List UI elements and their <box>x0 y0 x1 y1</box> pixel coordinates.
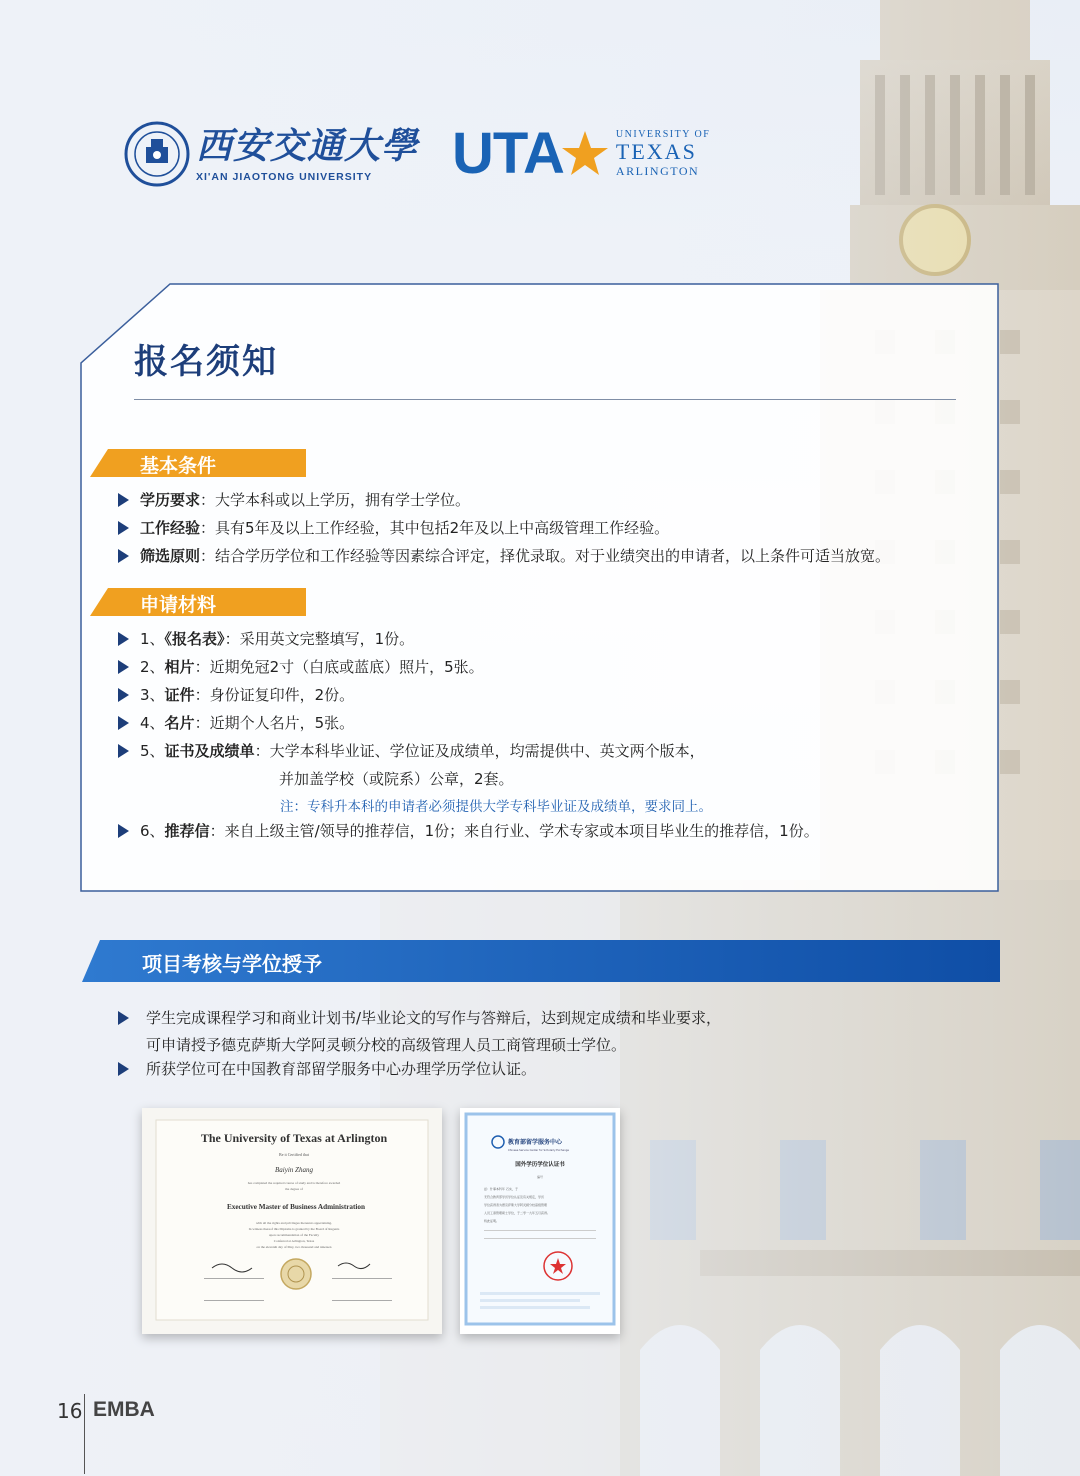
footer-label: EMBA <box>93 1398 155 1421</box>
material-text: 身份证复印件，2份。 <box>209 686 355 704</box>
basic-item-text: 大学本科或以上学历，拥有学士学位。 <box>215 491 471 509</box>
section-tag-basic <box>90 449 306 477</box>
material-num: 1、 <box>140 630 165 648</box>
material-text: 大学本科毕业证、学位证及成绩单，均需提供中、英文两个版本， <box>269 742 705 760</box>
diploma-body-line: In witness thereof this Diploma is granted by the Board of Regents <box>248 1227 340 1231</box>
uta-line1: UNIVERSITY OF <box>615 129 711 140</box>
xjtu-wordmark <box>196 125 418 183</box>
basic-item-sep: ： <box>200 491 216 509</box>
basic-item-sep: ： <box>200 547 216 565</box>
diploma-degree: Executive Master of Business Administration <box>226 1203 366 1211</box>
assessment-band <box>82 940 1000 982</box>
diploma-body-line: on the eleventh day of May, two thousand and nineteen <box>256 1245 332 1249</box>
page-number: 16 <box>57 1399 83 1423</box>
cert-title: 国外学历学位认证书 <box>515 1162 565 1168</box>
basic-item <box>140 546 890 566</box>
material-num: 2、 <box>140 658 165 676</box>
material-sep: ： <box>194 686 210 704</box>
material-label: 名片 <box>164 714 195 732</box>
assessment-item: 学生完成课程学习和商业计划书/毕业论文的写作与答辩后，达到规定成绩和毕业要求， <box>146 1009 722 1027</box>
material-item-continuation: 并加盖学校（或院系）公章，2套。 <box>279 770 514 788</box>
material-label: 推荐信 <box>164 822 210 840</box>
xjtu-english-name: XI'AN JIAOTONG UNIVERSITY <box>196 171 373 183</box>
page-title: 报名须知 <box>134 342 278 382</box>
bullet-arrow-icon <box>118 744 129 758</box>
bullet-arrow-icon <box>118 824 129 838</box>
bullet-arrow-icon <box>118 660 129 674</box>
basic-item <box>140 490 470 510</box>
material-num: 5、 <box>140 742 165 760</box>
bullet-arrow-icon <box>118 688 129 702</box>
basic-item-text: 具有5年及以上工作经验，其中包括2年及以上中高级管理工作经验。 <box>215 519 670 537</box>
material-item <box>140 741 705 761</box>
material-text: 来自上级主管/领导的推荐信，1份；来自行业、学术专家或本项目毕业生的推荐信，1份。 <box>224 822 819 840</box>
cert-org: 教育部留学服务中心 <box>508 1139 563 1146</box>
basic-item-label: 工作经验 <box>140 519 201 537</box>
bullet-arrow-icon <box>118 521 129 535</box>
basic-item-label: 筛选原则 <box>140 547 201 565</box>
basic-item <box>140 518 669 538</box>
material-sep: ： <box>194 658 210 676</box>
basic-item-label: 学历要求 <box>140 491 201 509</box>
xjtu-chinese-name: 西安交通大學 <box>196 125 419 167</box>
bullet-arrow-icon <box>118 493 129 507</box>
cert-line: 人员工商管理硕士学位，于二零一九年五月获得。 <box>484 1211 551 1215</box>
header-logos <box>124 118 710 190</box>
diploma-body-line: upon recommendation of the Faculty <box>268 1233 320 1237</box>
bullet-arrow-icon <box>118 1062 129 1076</box>
bullet-arrow-icon <box>118 549 129 563</box>
material-item <box>140 713 354 733</box>
uta-wordmark <box>616 129 710 179</box>
material-label: 证件 <box>164 686 195 704</box>
uta-line3: ARLINGTON <box>615 164 700 178</box>
diploma-body-line: has completed the required course of study and is therefore awarded <box>247 1181 341 1185</box>
cert-line: 无符合教育部学历学位认证及有关规定，学历 <box>484 1195 545 1199</box>
bullet-arrow-icon <box>118 1011 129 1025</box>
assessment-item-continuation: 可申请授予德克萨斯大学阿灵顿分校的高级管理人员工商管理硕士学位。 <box>146 1036 627 1054</box>
diploma-body-line: the degree of <box>285 1187 303 1191</box>
materials-note: 注：专科升本科的申请者必须提供大学专科毕业证及成绩单，要求同上。 <box>280 799 712 815</box>
basic-item-sep: ： <box>200 519 216 537</box>
material-item <box>140 657 484 677</box>
material-item <box>140 685 354 705</box>
material-label: 《报名表》 <box>164 630 225 648</box>
assessment-item: 所获学位可在中国教育部留学服务中心办理学历学位认证。 <box>146 1060 537 1078</box>
bullet-arrow-icon <box>118 632 129 646</box>
cert-line: 兹：什事本科年 石实，于 <box>484 1187 518 1191</box>
cert-line: 学位获得者为德克萨斯大学阿灵顿分校高级管理 <box>484 1203 548 1207</box>
diploma-image <box>142 1108 442 1334</box>
bullet-arrow-icon <box>118 716 129 730</box>
uta-letters: UTA <box>452 121 564 186</box>
diploma-certify: Be it Certified that <box>279 1152 309 1157</box>
material-num: 4、 <box>140 714 165 732</box>
diploma-body-line: with all the rights and privileges thereunto appertaining. <box>255 1221 333 1225</box>
material-item <box>140 629 414 649</box>
material-sep: ： <box>194 714 210 732</box>
uta-logo <box>452 121 711 186</box>
material-num: 6、 <box>140 822 165 840</box>
section-tag-materials-label: 申请材料 <box>140 594 217 616</box>
basic-item-text: 结合学历学位和工作经验等因素综合评定，择优录取。对于业绩突出的申请者，以上条件可适当放宽。 <box>215 547 891 565</box>
uta-line2: TEXAS <box>615 139 697 164</box>
title-divider <box>134 399 956 400</box>
material-item <box>140 821 819 841</box>
diploma-university: The University of Texas at Arlington <box>200 1131 388 1145</box>
material-text: 近期免冠2寸（白底或蓝底）照片，5张。 <box>209 658 484 676</box>
material-text: 近期个人名片，5张。 <box>209 714 355 732</box>
material-sep: ： <box>254 742 270 760</box>
cert-org-en: Chinese Service Center for Scholarly Exchange <box>508 1149 569 1152</box>
material-label: 相片 <box>164 658 195 676</box>
assessment-band-title: 项目考核与学位授予 <box>142 952 322 976</box>
section-tag-materials <box>90 588 306 616</box>
xjtu-seal-icon <box>124 121 190 187</box>
diploma-name: Baiyin Zhang <box>275 1166 313 1174</box>
diploma-body-line: Conferred at Arlington, Texas <box>273 1239 315 1243</box>
cert-line: 编号 <box>536 1175 544 1179</box>
material-sep: ： <box>224 630 240 648</box>
degree-certification-image <box>460 1108 620 1334</box>
material-text: 采用英文完整填写，1份。 <box>239 630 415 648</box>
material-sep: ： <box>209 822 225 840</box>
material-num: 3、 <box>140 686 165 704</box>
footer-divider <box>84 1394 85 1474</box>
cert-line: 特此证明。 <box>484 1219 500 1223</box>
material-label: 证书及成绩单 <box>164 742 255 760</box>
uta-star-icon <box>562 129 608 179</box>
section-tag-basic-label: 基本条件 <box>140 455 217 477</box>
